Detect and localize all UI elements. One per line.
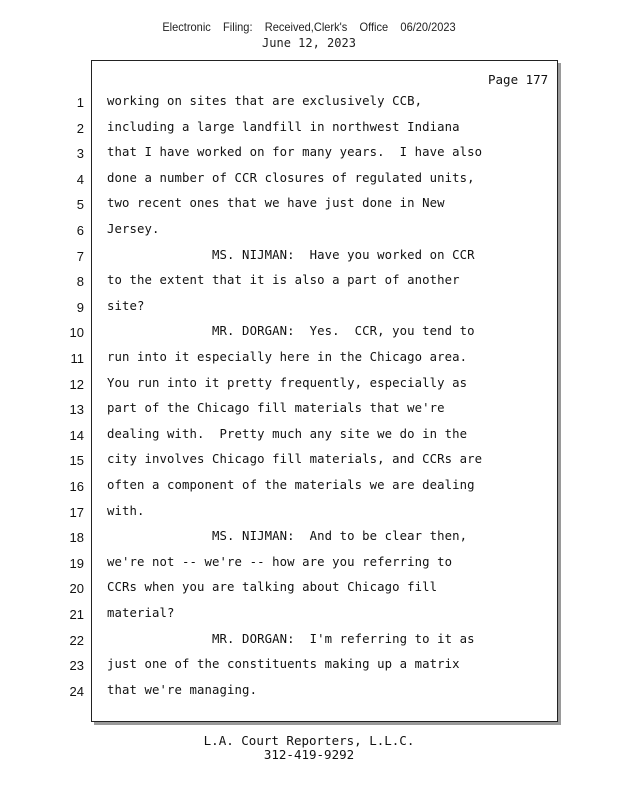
line-number: 21 (69, 607, 84, 622)
transcript-date: June 12, 2023 (262, 36, 356, 50)
line-text: that I have worked on for many years. I have also (107, 145, 483, 160)
line-text: run into it especially here in the Chicago area. (107, 350, 468, 364)
line-text: MR. DORGAN: Yes. CCR, you tend to (107, 324, 475, 339)
line-text: MR. DORGAN: I'm referring to it as (107, 631, 475, 646)
line-number: 12 (69, 376, 84, 392)
line-text: dealing with. Pretty much any site we do in the (107, 426, 468, 441)
line-number: 22 (69, 632, 84, 648)
line-number: 24 (69, 683, 84, 699)
line-text: two recent ones that we have just done in New (107, 196, 445, 211)
line-number: 8 (76, 274, 84, 290)
line-number: 6 (76, 223, 84, 238)
line-text: city involves Chicago fill materials, and CCRs are (107, 452, 483, 467)
line-number: 15 (69, 453, 84, 469)
line-text: part of the Chicago fill materials that we're (107, 401, 445, 416)
line-text: done a number of CCR closures of regulated units, (107, 170, 475, 185)
line-number: 19 (69, 555, 84, 571)
line-text: including a large landfill in northwest Indiana (107, 119, 460, 134)
line-number: 20 (69, 581, 84, 597)
page-number: Page 177 (488, 72, 549, 87)
line-text: with. (107, 503, 145, 518)
line-text: we're not -- we're -- how are you referring to (107, 554, 453, 569)
line-number: 9 (76, 299, 84, 315)
line-number: 5 (76, 197, 84, 213)
line-text: You run into it pretty frequently, especially as (107, 375, 468, 390)
line-text: MS. NIJMAN: Have you worked on CCR (107, 247, 475, 262)
line-number: 18 (69, 530, 84, 546)
line-text: to the extent that it is also a part of another (107, 273, 460, 288)
line-text: MS. NIJMAN: And to be clear then, (107, 529, 468, 544)
line-number: 4 (76, 171, 84, 187)
line-text: site? (107, 298, 145, 313)
line-text: material? (107, 606, 175, 620)
line-text: often a component of the materials we are dealing (107, 478, 475, 492)
line-number: 13 (69, 402, 84, 418)
line-number: 1 (76, 95, 84, 110)
line-number: 17 (69, 504, 84, 520)
line-number: 2 (76, 120, 84, 136)
line-text: Jersey. (107, 222, 160, 236)
filing-stamp: Electronic Filing: Received,Clerk's Office 06/20/2023 (162, 20, 456, 34)
transcript-page-frame (91, 60, 558, 722)
line-number: 14 (69, 427, 84, 443)
line-text: CCRs when you are talking about Chicago fill (107, 580, 438, 595)
line-number: 16 (69, 479, 84, 494)
line-text: just one of the constituents making up a matrix (107, 657, 460, 672)
line-text: that we're managing. (107, 682, 258, 697)
line-number: 23 (69, 658, 84, 674)
line-text: working on sites that are exclusively CCB, (107, 94, 423, 108)
line-number: 7 (76, 248, 84, 264)
line-number: 10 (69, 325, 84, 341)
reporter-company: L.A. Court Reporters, L.L.C. (203, 733, 415, 748)
line-number: 3 (76, 146, 84, 162)
line-number: 11 (70, 351, 84, 366)
reporter-phone: 312-419-9292 (263, 747, 355, 762)
